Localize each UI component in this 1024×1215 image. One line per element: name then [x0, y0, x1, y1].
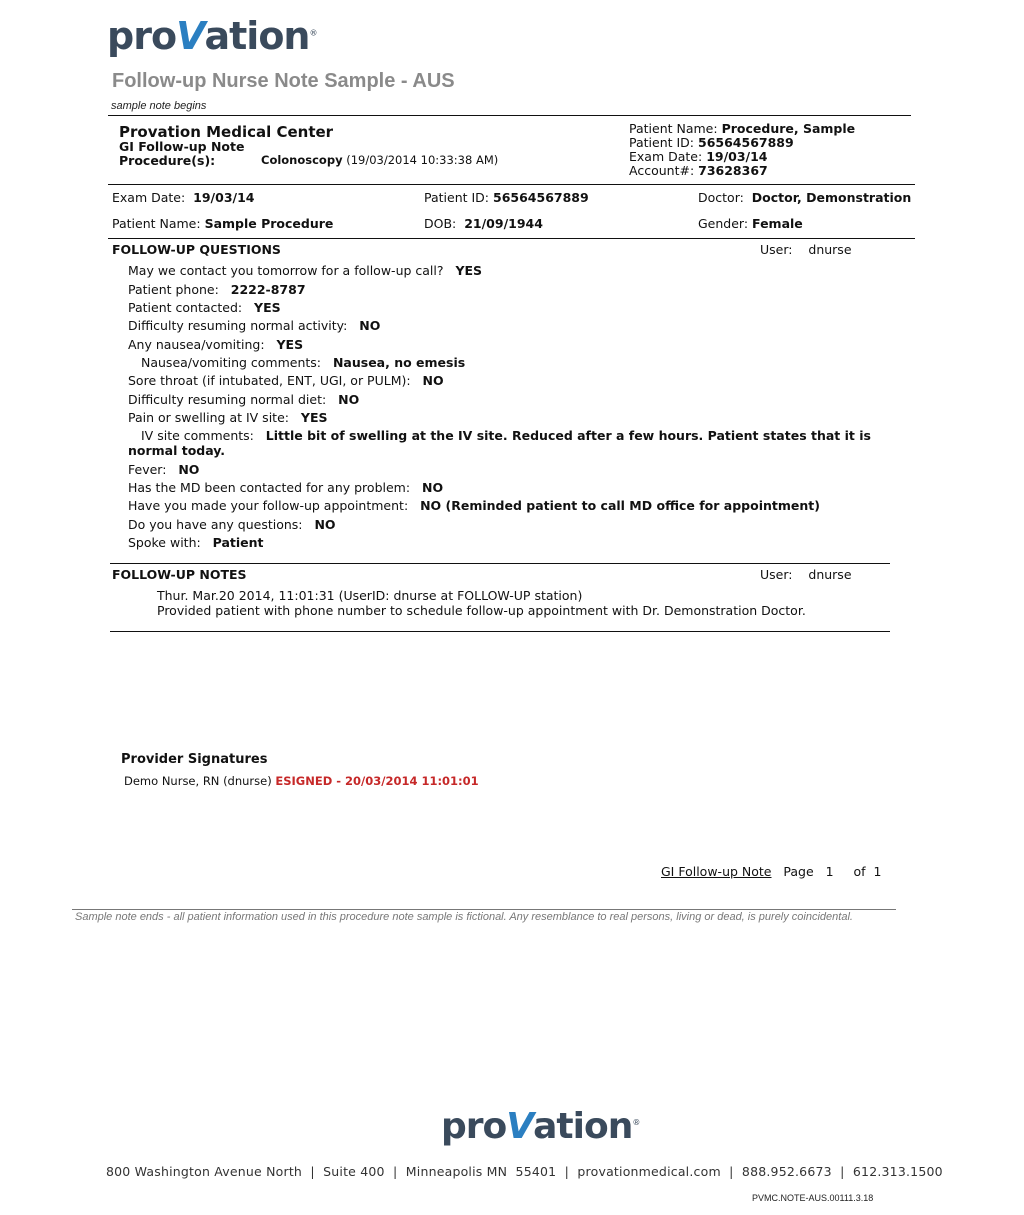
label: Patient Name:	[629, 121, 718, 136]
logo-text-pre: pro	[107, 14, 177, 58]
label: DOB:	[424, 216, 457, 231]
divider	[110, 563, 890, 564]
question-item	[128, 300, 281, 315]
question: Pain or swelling at IV site:	[128, 410, 289, 425]
value: 19/03/14	[193, 190, 255, 205]
procedure-name: Colonoscopy	[261, 153, 343, 167]
answer: NO	[314, 517, 336, 532]
signature-entry	[124, 774, 479, 788]
document-code: PVMC.NOTE-AUS.00111.3.18	[752, 1193, 874, 1203]
company-address: 800 Washington Avenue North | Suite 400 | Minneapolis MN 55401 | provationmedical.com | 888.952.6673 | 612.313.1500	[106, 1164, 943, 1179]
label: Exam Date:	[112, 190, 186, 205]
disclaimer: Sample note ends - all patient information used in this procedure note sample is fictional. Any resemblance to real persons, living or dead, is purely coincidental.	[75, 911, 853, 923]
question: Do you have any questions:	[128, 517, 303, 532]
answer: NO	[422, 373, 444, 388]
answer: 2222-8787	[230, 282, 306, 297]
label: Account#:	[629, 163, 695, 178]
logo-mark: ®	[309, 28, 317, 38]
question-item	[141, 428, 871, 443]
logo-text-post: ation	[533, 1106, 633, 1147]
center-name: Provation Medical Center	[119, 123, 334, 141]
question-item	[128, 263, 482, 278]
question: Any nausea/vomiting:	[128, 337, 265, 352]
answer: YES	[455, 263, 483, 278]
label: Patient ID:	[424, 190, 490, 205]
question-item	[128, 462, 199, 477]
header-patient-id	[629, 136, 855, 150]
page-footer	[661, 864, 881, 879]
note-link[interactable]: GI Follow-up Note	[661, 864, 772, 879]
answer: NO	[359, 318, 381, 333]
question-item	[128, 282, 306, 297]
logo-mark: ®	[632, 1118, 640, 1127]
divider	[108, 184, 915, 185]
value: 56564567889	[698, 135, 794, 150]
question: Nausea/vomiting comments:	[141, 355, 322, 370]
logo-text-v: V	[176, 14, 205, 58]
question-item	[128, 373, 444, 388]
divider	[72, 909, 896, 910]
logo-text-pre: pro	[441, 1106, 507, 1147]
question: IV site comments:	[141, 428, 254, 443]
answer: NO	[338, 392, 360, 407]
header-exam-date	[629, 150, 855, 164]
notes-line-2: Provided patient with phone number to schedule follow-up appointment with Dr. Demonstration Doctor.	[157, 603, 806, 618]
notes-heading: FOLLOW-UP NOTES	[112, 567, 247, 582]
question: Difficulty resuming normal activity:	[128, 318, 348, 333]
question: Patient contacted:	[128, 300, 243, 315]
provation-logo-top	[107, 14, 316, 58]
logo-text-v: V	[506, 1106, 534, 1147]
page-total: 1	[873, 864, 882, 879]
notes-user	[760, 567, 852, 582]
procedure-time: (19/03/2014 10:33:38 AM)	[346, 153, 499, 167]
divider	[108, 115, 911, 116]
label: Patient Name:	[112, 216, 201, 231]
value: dnurse	[808, 242, 852, 257]
procedure-entry	[261, 153, 498, 167]
question-item	[128, 318, 380, 333]
question: Patient phone:	[128, 282, 219, 297]
dob	[424, 216, 543, 231]
question: Sore throat (if intubated, ENT, UGI, or PULM):	[128, 373, 411, 388]
answer: Nausea, no emesis	[332, 355, 466, 370]
value: Procedure, Sample	[721, 121, 856, 136]
note-type: GI Follow-up Note	[119, 139, 245, 154]
of-label: of	[853, 864, 866, 879]
value: Sample Procedure	[204, 216, 334, 231]
exam-date	[112, 190, 254, 205]
gender	[698, 216, 803, 231]
logo-text-post: ation	[204, 14, 310, 58]
question-item	[128, 480, 443, 495]
patient-name	[112, 216, 333, 231]
question-item-continued: normal today.	[128, 443, 226, 458]
page-title: Follow-up Nurse Note Sample - AUS	[112, 70, 455, 92]
answer: NO	[421, 480, 444, 495]
question: Have you made your follow-up appointment:	[128, 498, 409, 513]
value: Female	[752, 216, 803, 231]
label: Doctor:	[698, 190, 744, 205]
answer: Little bit of swelling at the IV site. Reduced after a few hours. Patient states that it is	[265, 428, 871, 443]
divider	[110, 631, 890, 632]
answer: NO	[178, 462, 200, 477]
header-patient-name	[629, 122, 855, 136]
question: Fever:	[128, 462, 167, 477]
questions-user	[760, 242, 852, 257]
question-item	[128, 410, 328, 425]
doctor	[698, 190, 911, 205]
patient-id	[424, 190, 589, 205]
answer: Patient	[212, 535, 264, 550]
questions-heading: FOLLOW-UP QUESTIONS	[112, 242, 281, 257]
value: 21/09/1944	[464, 216, 543, 231]
question: Spoke with:	[128, 535, 201, 550]
question: Has the MD been contacted for any problem:	[128, 480, 411, 495]
value: dnurse	[808, 567, 852, 582]
question-item	[128, 498, 820, 513]
answer: YES	[254, 300, 281, 315]
answer: YES	[276, 337, 304, 352]
question-item	[128, 337, 303, 352]
label: User:	[760, 567, 793, 582]
header-right	[629, 122, 855, 178]
label: User:	[760, 242, 793, 257]
label: Gender:	[698, 216, 749, 231]
notes-line-1: Thur. Mar.20 2014, 11:01:31 (UserID: dnurse at FOLLOW-UP station)	[157, 588, 583, 603]
question: Difficulty resuming normal diet:	[128, 392, 327, 407]
question-item	[128, 392, 359, 407]
answer: NO (Reminded patient to call MD office for appointment)	[420, 498, 820, 513]
sample-begins-note: sample note begins	[111, 100, 207, 112]
question-item	[128, 535, 264, 550]
header-account	[629, 164, 855, 178]
procedures-label: Procedure(s):	[119, 153, 216, 168]
label: Patient ID:	[629, 135, 695, 150]
signatures-heading: Provider Signatures	[121, 752, 268, 767]
esigned-status: ESIGNED - 20/03/2014 11:01:01	[275, 774, 479, 788]
signer-name: Demo Nurse, RN (dnurse)	[124, 774, 272, 788]
question-item	[128, 517, 336, 532]
page-label: Page	[783, 864, 814, 879]
value: 56564567889	[493, 190, 589, 205]
page-number: 1	[825, 864, 834, 879]
value: Doctor, Demonstration	[751, 190, 912, 205]
label: Exam Date:	[629, 149, 703, 164]
answer: YES	[300, 410, 328, 425]
value: 73628367	[698, 163, 768, 178]
value: 19/03/14	[706, 149, 768, 164]
divider	[108, 238, 915, 239]
question-item	[141, 355, 465, 370]
provation-logo-bottom	[441, 1106, 639, 1147]
question: May we contact you tomorrow for a follow-up call?	[128, 263, 444, 278]
